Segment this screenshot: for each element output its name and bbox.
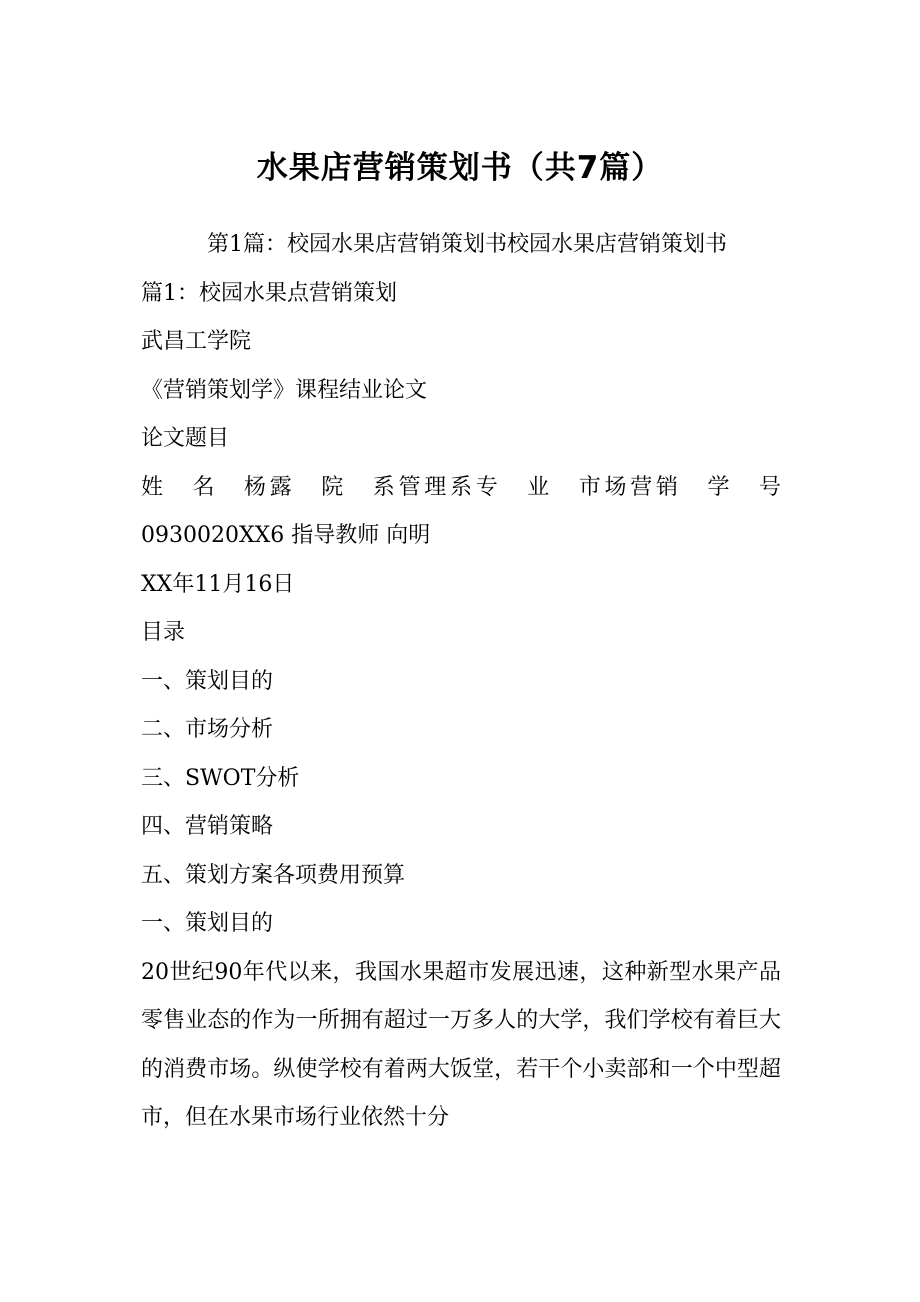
course-title: 《营销策划学》课程结业论文	[141, 377, 428, 403]
section-title: 一、策划目的	[141, 911, 274, 936]
toc-item: 五、策划方案各项费用预算	[141, 862, 406, 888]
subheading: 篇1：校园水果点营销策划	[141, 280, 397, 306]
toc-item: 三、SWOT分析	[141, 765, 300, 791]
body-paragraph: 20世纪90年代以来，我国水果超市发展迅速，这种新型水果产品零售业态的作为一所拥有超过一万多人的大学，我们学校有着巨大的消费市场。纵使学校有着两大饭堂，若干个小卖部和一个中型超市，但在水果市场行业依然十分	[141, 959, 781, 1130]
document-body	[141, 221, 781, 1143]
toc-item: 四、营销策略	[141, 814, 274, 839]
thesis-title-label: 论文题目	[141, 426, 230, 451]
school-name: 武昌工学院	[141, 329, 252, 354]
student-info: 姓 名 杨露 院 系管理系专 业 市场营销 学 号	[141, 474, 781, 500]
student-id-advisor: 0930020XX6 指导教师 向明	[141, 523, 431, 548]
section-heading: 第1篇：校园水果店营销策划书校园水果店营销策划书	[207, 232, 727, 257]
toc-item: 二、市场分析	[141, 717, 274, 742]
document-title: 水果店营销策划书（共7篇）	[256, 150, 664, 186]
toc-item: 一、策划目的	[141, 668, 274, 694]
date: XX年11月16日	[141, 571, 295, 597]
toc-heading: 目录	[141, 620, 186, 645]
